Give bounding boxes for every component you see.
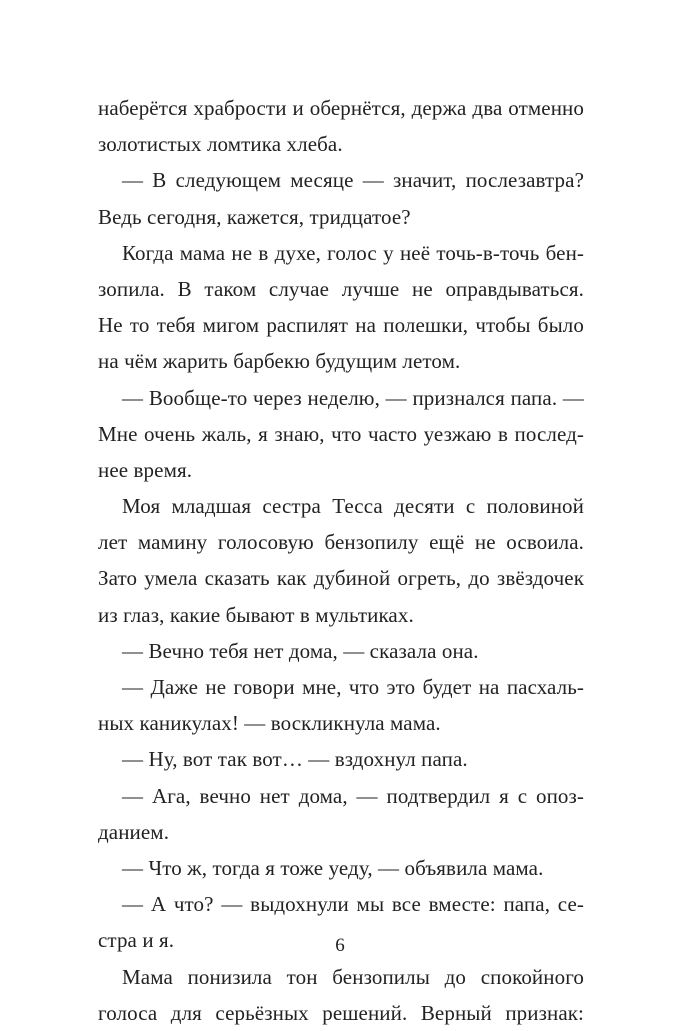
text-line: лет мамину голосовую бензопилу ещё не освоила. (98, 530, 584, 555)
text-line: — Вечно тебя нет дома, — сказала она. (122, 638, 479, 663)
text-line: нее время. (98, 457, 193, 482)
text-line: Мне очень жаль, я знаю, что часто уезжаю в послед- (98, 421, 584, 446)
text-line: Зато умела сказать как дубиной огреть, до звёздочек (98, 566, 584, 591)
text-line: — Что ж, тогда я тоже уеду, — объявила мама. (122, 855, 544, 880)
text-line: Моя младшая сестра Тесса десяти с половиной (122, 494, 584, 519)
text-line: Мама понизила тон бензопилы до спокойного (122, 964, 584, 989)
text-line: — Даже не говори мне, что это будет на пасхаль- (122, 675, 584, 699)
text-line: — Ну, вот так вот… — вздохнул папа. (122, 747, 468, 772)
text-line: ных каникулах! — воскликнула мама. (98, 711, 441, 736)
text-line: — Вообще-то через неделю, — признался папа. — (122, 385, 584, 410)
text-line: Когда мама не в духе, голос у неё точь-в-точь бен- (122, 240, 584, 265)
text-line: золотистых ломтика хлеба. (98, 132, 343, 157)
text-line: Ведь сегодня, кажется, тридцатое? (98, 204, 411, 229)
page-number: 6 (335, 935, 345, 956)
text-line: из глаз, какие бывают в мультиках. (98, 602, 414, 627)
text-line: наберётся храбрости и обернётся, держа два отменно (98, 96, 584, 120)
text-line: стра и я. (98, 928, 175, 953)
body-text (98, 90, 584, 1031)
text-line: на чём жарить барбекю будущим летом. (98, 349, 461, 374)
text-line: — Ага, вечно нет дома, — подтвердил я с опоз- (122, 783, 584, 808)
text-line: голоса для серьёзных решений. Верный признак: (98, 1000, 584, 1025)
text-line: данием. (98, 819, 170, 844)
text-line: зопила. В таком случае лучше не оправдываться. (98, 276, 584, 301)
text-line: — В следующем месяце — значит, послезавтра? (122, 168, 584, 193)
text-line: — А что? — выдохнули мы все вместе: папа, се- (122, 892, 584, 917)
text-line: Не то тебя мигом распилят на полешки, чтобы было (98, 313, 584, 338)
